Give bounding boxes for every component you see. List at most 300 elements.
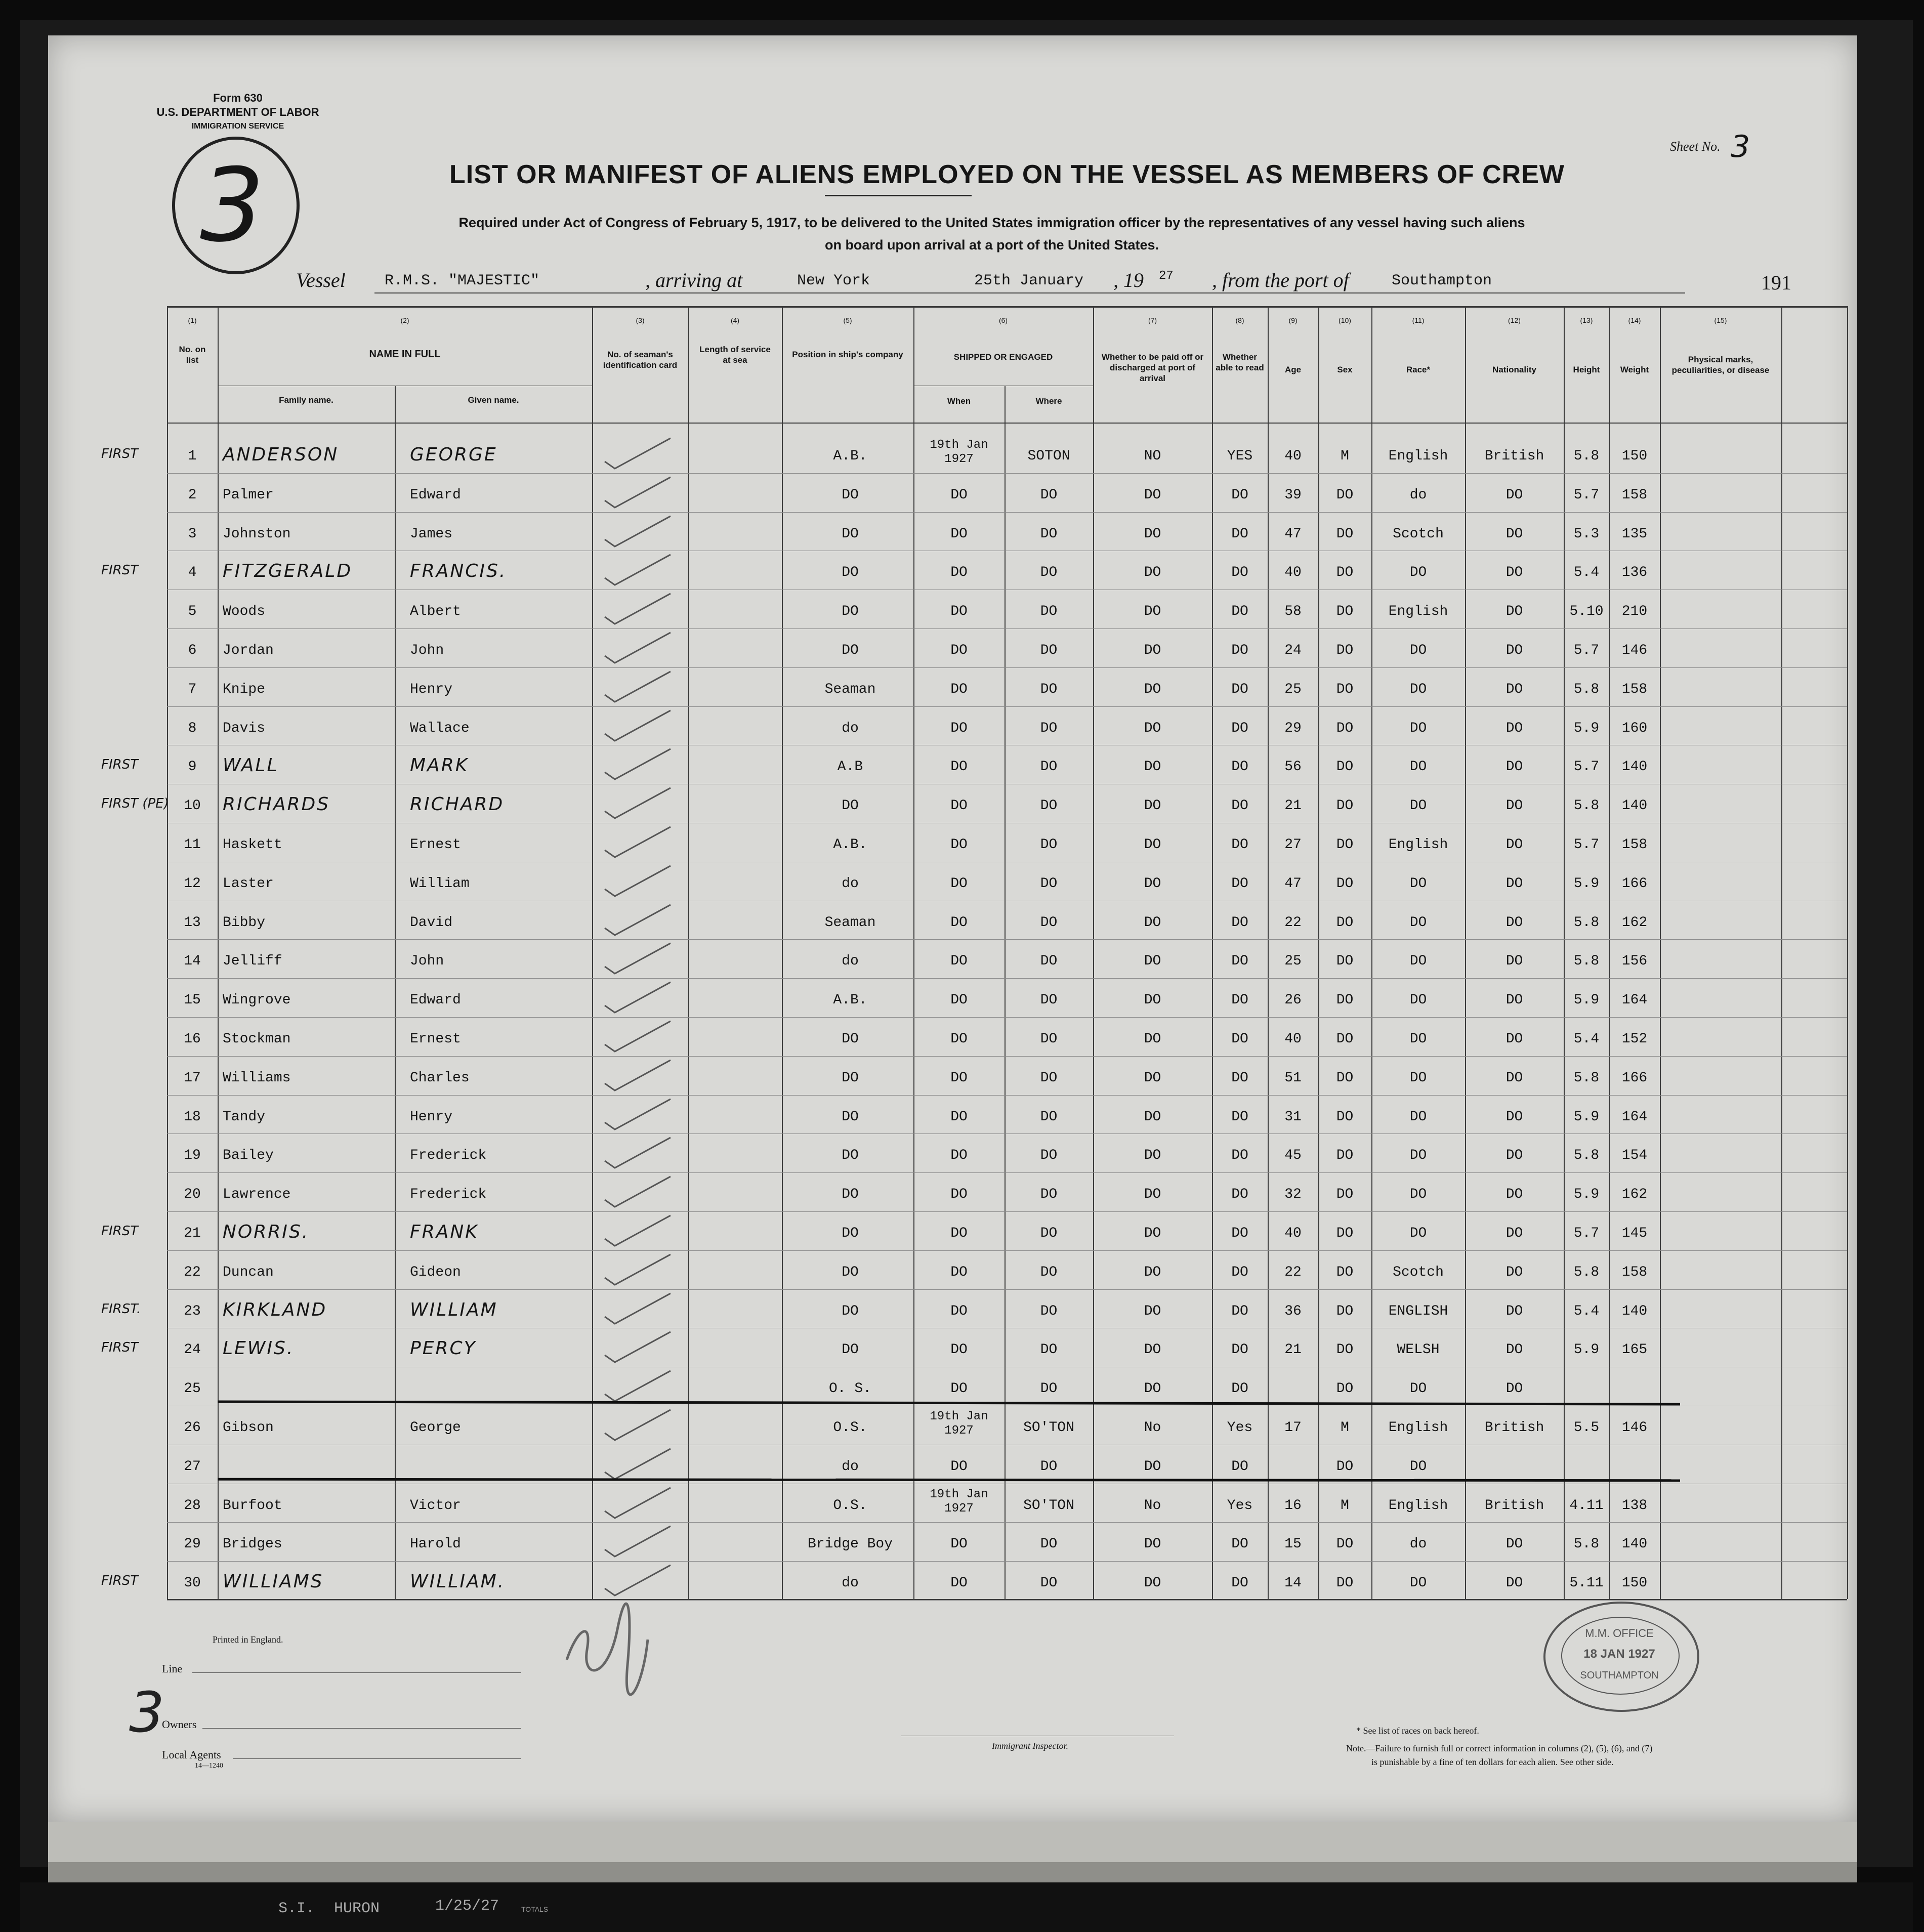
cell-position: DO bbox=[842, 565, 859, 581]
cell-paid: DO bbox=[1144, 643, 1161, 658]
cell-sex: DO bbox=[1336, 914, 1354, 931]
cell-position: DO bbox=[842, 1264, 859, 1280]
cell-nat: DO bbox=[1505, 1031, 1523, 1047]
cell-height: 5.7 bbox=[1573, 643, 1600, 658]
cell-age: 21 bbox=[1284, 798, 1302, 814]
cell-race: English bbox=[1388, 1420, 1448, 1436]
row-rule bbox=[167, 1211, 1847, 1212]
stamp-date: 18 JAN 1927 bbox=[1583, 1647, 1655, 1661]
cell-read: Yes bbox=[1227, 1497, 1253, 1514]
cell-height: 5.9 bbox=[1573, 875, 1600, 892]
cell-no: 3 bbox=[188, 526, 197, 542]
cell-nat: DO bbox=[1505, 953, 1523, 970]
cell-position: DO bbox=[842, 487, 859, 503]
cell-where: DO bbox=[1040, 1303, 1058, 1319]
cell-position: Bridge Boy bbox=[807, 1536, 893, 1552]
col-6-where-head: Where bbox=[1035, 396, 1062, 406]
cell-where: DO bbox=[1040, 1148, 1058, 1164]
row-rule bbox=[167, 978, 1847, 979]
cell-sex: DO bbox=[1336, 1575, 1354, 1591]
cell-no: 9 bbox=[188, 759, 197, 775]
column-rule bbox=[395, 386, 396, 1599]
column-rule bbox=[167, 306, 168, 1599]
cell-height: 5.10 bbox=[1569, 604, 1604, 620]
inspector-signature bbox=[557, 1599, 658, 1700]
col-3-num: (3) bbox=[636, 316, 645, 324]
cell-weight: 158 bbox=[1621, 681, 1648, 697]
cell-given: Harold bbox=[410, 1536, 461, 1552]
cell-paid: DO bbox=[1144, 487, 1161, 503]
cell-read: DO bbox=[1231, 1070, 1248, 1086]
cell-age: 15 bbox=[1284, 1536, 1302, 1552]
cell-weight: 152 bbox=[1621, 1031, 1648, 1047]
cell-no: 14 bbox=[184, 953, 201, 970]
cell-weight: 162 bbox=[1621, 1187, 1648, 1203]
id-card-check bbox=[600, 707, 676, 746]
strip-inspector: S.I. bbox=[278, 1900, 315, 1917]
form-code: 14—1240 bbox=[195, 1762, 223, 1770]
cell-nat: DO bbox=[1505, 798, 1523, 814]
cell-height: 5.7 bbox=[1573, 759, 1600, 775]
cell-age: 39 bbox=[1284, 487, 1302, 503]
cell-family: Haskett bbox=[223, 837, 282, 853]
cell-nat: DO bbox=[1505, 875, 1523, 892]
cell-where: DO bbox=[1040, 914, 1058, 931]
cell-position: do bbox=[842, 875, 859, 892]
cell-position: O.S. bbox=[833, 1420, 867, 1436]
cell-given: David bbox=[410, 914, 453, 931]
row-rule bbox=[167, 512, 1847, 513]
cell-no: 4 bbox=[188, 565, 197, 581]
arriving-label: , arriving at bbox=[645, 269, 743, 291]
cell-height: 5.8 bbox=[1573, 953, 1600, 970]
cell-when: DO bbox=[950, 759, 968, 775]
cell-weight: 140 bbox=[1621, 759, 1648, 775]
cell-no: 16 bbox=[184, 1031, 201, 1047]
cell-read: DO bbox=[1231, 875, 1248, 892]
column-rule bbox=[1268, 306, 1269, 1599]
cell-race: DO bbox=[1409, 953, 1427, 970]
col-7-num: (7) bbox=[1148, 316, 1157, 324]
cell-paid: DO bbox=[1144, 1109, 1161, 1125]
id-card-check bbox=[600, 1407, 676, 1445]
col-12-head: Nationality bbox=[1492, 365, 1536, 374]
cell-position: DO bbox=[842, 1342, 859, 1358]
cell-position: DO bbox=[842, 643, 859, 658]
cell-paid: DO bbox=[1144, 565, 1161, 581]
id-card-check bbox=[600, 1485, 676, 1523]
cell-paid: DO bbox=[1144, 1187, 1161, 1203]
cell-no: 27 bbox=[184, 1458, 201, 1475]
row-rule bbox=[167, 1250, 1847, 1251]
cell-when: DO bbox=[950, 798, 968, 814]
cell-position: do bbox=[842, 1458, 859, 1475]
cell-paid: DO bbox=[1144, 914, 1161, 931]
cell-where: DO bbox=[1040, 875, 1058, 892]
cell-where: DO bbox=[1040, 720, 1058, 736]
cell-when: 19th Jan 1927 bbox=[930, 438, 988, 466]
row-rule bbox=[167, 473, 1847, 474]
cell-when: DO bbox=[950, 526, 968, 542]
cell-weight: 210 bbox=[1621, 604, 1648, 620]
vessel-name: R.M.S. "MAJESTIC" bbox=[385, 272, 540, 289]
cell-given: Edward bbox=[410, 487, 461, 503]
voyage-underline bbox=[374, 292, 1685, 293]
cell-nat: DO bbox=[1505, 1148, 1523, 1164]
cell-paid: DO bbox=[1144, 1381, 1161, 1397]
id-card-check bbox=[600, 591, 676, 629]
cell-no: 22 bbox=[184, 1264, 201, 1280]
cell-paid: DO bbox=[1144, 604, 1161, 620]
cell-weight: 165 bbox=[1621, 1342, 1648, 1358]
cell-read: DO bbox=[1231, 992, 1248, 1009]
cell-family: Knipe bbox=[223, 681, 266, 697]
cell-read: DO bbox=[1231, 1187, 1248, 1203]
cell-where: DO bbox=[1040, 1070, 1058, 1086]
cell-family: Tandy bbox=[223, 1109, 266, 1125]
subtitle-line-2: on board upon arrival at a port of the United States. bbox=[824, 237, 1159, 253]
cell-position: DO bbox=[842, 1109, 859, 1125]
cell-where: DO bbox=[1040, 1031, 1058, 1047]
cell-given: George bbox=[410, 1420, 461, 1436]
col-7-head: Whether to be paid off or discharged at port of arrival bbox=[1101, 352, 1204, 383]
cell-height: 5.8 bbox=[1573, 1264, 1600, 1280]
owners-rule bbox=[202, 1728, 521, 1729]
col-8-head: Whether able to read bbox=[1216, 352, 1264, 372]
id-card-check bbox=[600, 1290, 676, 1329]
cell-when: DO bbox=[950, 487, 968, 503]
cell-height: 5.9 bbox=[1573, 1109, 1600, 1125]
subtitle-line-1: Required under Act of Congress of February 5, 1917, to be delivered to the United States immigration officer by the representatives of any vessel having such aliens bbox=[458, 215, 1525, 230]
agents-rule bbox=[233, 1758, 521, 1759]
cell-age: 25 bbox=[1284, 681, 1302, 697]
cell-where: SO'TON bbox=[1023, 1420, 1074, 1436]
form-department: U.S. DEPARTMENT OF LABOR bbox=[156, 106, 319, 118]
cell-read: DO bbox=[1231, 1109, 1248, 1125]
cell-where: DO bbox=[1040, 1575, 1058, 1591]
cell-given: WILLIAM. bbox=[410, 1571, 506, 1592]
cell-sex: DO bbox=[1336, 487, 1354, 503]
cell-race: do bbox=[1409, 1536, 1427, 1552]
cell-race: DO bbox=[1409, 1381, 1427, 1397]
cell-sex: DO bbox=[1336, 759, 1354, 775]
column-rule bbox=[1847, 306, 1848, 1599]
cell-race: WELSH bbox=[1397, 1342, 1440, 1358]
circled-number: 3 bbox=[200, 147, 265, 265]
row-rule bbox=[167, 1172, 1847, 1173]
cell-nat: DO bbox=[1505, 1381, 1523, 1397]
arrival-date: 25th January bbox=[974, 272, 1084, 289]
cell-sex: DO bbox=[1336, 953, 1354, 970]
row-rule bbox=[167, 628, 1847, 629]
cell-sex: DO bbox=[1336, 1148, 1354, 1164]
cell-sex: DO bbox=[1336, 1187, 1354, 1203]
cell-race: English bbox=[1388, 448, 1448, 464]
cell-paid: DO bbox=[1144, 1031, 1161, 1047]
cell-given: John bbox=[410, 643, 444, 658]
cell-position: A.B. bbox=[833, 448, 867, 464]
row-margin-note: FIRST bbox=[101, 757, 139, 773]
cell-read: DO bbox=[1231, 759, 1248, 775]
row-margin-note: FIRST bbox=[101, 563, 139, 578]
cell-paid: DO bbox=[1144, 1148, 1161, 1164]
cell-weight: 145 bbox=[1621, 1226, 1648, 1241]
table-header-bottom bbox=[167, 423, 1847, 424]
cell-nat: DO bbox=[1505, 1264, 1523, 1280]
cell-height: 5.7 bbox=[1573, 837, 1600, 853]
form-service: IMMIGRATION SERVICE bbox=[191, 122, 284, 131]
cell-weight: 154 bbox=[1621, 1148, 1648, 1164]
cell-given: RICHARD bbox=[410, 794, 505, 815]
local-agents-label: Local Agents bbox=[162, 1748, 221, 1761]
cell-height: 5.5 bbox=[1573, 1420, 1600, 1436]
race-note: * See list of races on back hereof. bbox=[1356, 1726, 1479, 1736]
column-rule bbox=[913, 306, 914, 1599]
cell-when: DO bbox=[950, 953, 968, 970]
cell-read: DO bbox=[1231, 1303, 1248, 1319]
cell-read: DO bbox=[1231, 526, 1248, 542]
cell-paid: DO bbox=[1144, 1303, 1161, 1319]
cell-read: DO bbox=[1231, 1381, 1248, 1397]
id-card-check bbox=[600, 435, 676, 474]
cell-race: DO bbox=[1409, 1187, 1427, 1203]
cell-when: DO bbox=[950, 1264, 968, 1280]
strip-ship: HURON bbox=[334, 1900, 380, 1917]
cell-read: DO bbox=[1231, 1148, 1248, 1164]
col-11-head: Race* bbox=[1406, 365, 1431, 374]
cell-age: 17 bbox=[1284, 1420, 1302, 1436]
cell-nat: British bbox=[1484, 1420, 1544, 1436]
cell-race: English bbox=[1388, 604, 1448, 620]
cell-family: Stockman bbox=[223, 1031, 291, 1047]
cell-age: 32 bbox=[1284, 1187, 1302, 1203]
fine-note-2: is punishable by a fine of ten dollars for each alien. See other side. bbox=[1371, 1757, 1614, 1767]
cell-age: 27 bbox=[1284, 837, 1302, 853]
cell-when: DO bbox=[950, 1458, 968, 1475]
col-6-head: SHIPPED OR ENGAGED bbox=[953, 352, 1053, 362]
cell-race: DO bbox=[1409, 875, 1427, 892]
cell-when: DO bbox=[950, 914, 968, 931]
cell-paid: DO bbox=[1144, 953, 1161, 970]
cell-given: Gideon bbox=[410, 1264, 461, 1280]
col-14-head: Weight bbox=[1620, 365, 1649, 374]
cell-when: DO bbox=[950, 1187, 968, 1203]
cell-position: A.B. bbox=[833, 992, 867, 1009]
cell-where: DO bbox=[1040, 1536, 1058, 1552]
cell-when: DO bbox=[950, 604, 968, 620]
cell-position: DO bbox=[842, 604, 859, 620]
cell-read: DO bbox=[1231, 798, 1248, 814]
cell-weight: 146 bbox=[1621, 1420, 1648, 1436]
cell-position: O.S. bbox=[833, 1497, 867, 1514]
stamp-bottom-text: SOUTHAMPTON bbox=[1580, 1670, 1659, 1681]
page-edge-dark bbox=[48, 1862, 1857, 1882]
id-card-check bbox=[600, 1523, 676, 1562]
cell-sex: DO bbox=[1336, 875, 1354, 892]
col-10-num: (10) bbox=[1339, 316, 1351, 324]
fine-note-1: Note.—Failure to furnish full or correct information in columns (2), (5), (6), and (7) bbox=[1346, 1743, 1653, 1753]
cell-where: DO bbox=[1040, 643, 1058, 658]
cell-given: William bbox=[410, 875, 470, 892]
cell-family: Jelliff bbox=[223, 953, 282, 970]
cell-position: DO bbox=[842, 526, 859, 542]
col-13-head: Height bbox=[1573, 365, 1600, 374]
cell-height: 5.8 bbox=[1573, 914, 1600, 931]
cell-nat: DO bbox=[1505, 604, 1523, 620]
cell-read: DO bbox=[1231, 1264, 1248, 1280]
id-card-check bbox=[600, 1096, 676, 1135]
cell-race: DO bbox=[1409, 914, 1427, 931]
cell-nat: DO bbox=[1505, 992, 1523, 1009]
cell-position: DO bbox=[842, 1148, 859, 1164]
cell-where: DO bbox=[1040, 953, 1058, 970]
cell-race: DO bbox=[1409, 1109, 1427, 1125]
cell-family: Duncan bbox=[223, 1264, 274, 1280]
cell-position: O. S. bbox=[828, 1381, 871, 1397]
cell-race: DO bbox=[1409, 798, 1427, 814]
cell-given: Edward bbox=[410, 992, 461, 1009]
cell-when: DO bbox=[950, 1575, 968, 1591]
cell-when: DO bbox=[950, 720, 968, 736]
cell-read: DO bbox=[1231, 1342, 1248, 1358]
id-card-check bbox=[600, 1173, 676, 1212]
cell-when: DO bbox=[950, 1070, 968, 1086]
cell-height: 5.9 bbox=[1573, 1342, 1600, 1358]
cell-no: 20 bbox=[184, 1187, 201, 1203]
cell-given: Albert bbox=[410, 604, 461, 620]
cell-race: English bbox=[1388, 1497, 1448, 1514]
id-card-check bbox=[600, 746, 676, 784]
sheet-number: 3 bbox=[1731, 129, 1750, 164]
cell-sex: DO bbox=[1336, 992, 1354, 1009]
cell-height: 5.4 bbox=[1573, 1031, 1600, 1047]
cell-read: DO bbox=[1231, 681, 1248, 697]
cell-where: DO bbox=[1040, 565, 1058, 581]
cell-sex: DO bbox=[1336, 1381, 1354, 1397]
cell-height: 5.8 bbox=[1573, 1148, 1600, 1164]
cell-no: 19 bbox=[184, 1148, 201, 1164]
cell-race: Scotch bbox=[1393, 526, 1444, 542]
cell-family: FITZGERALD bbox=[223, 561, 353, 582]
cell-read: DO bbox=[1231, 1031, 1248, 1047]
cell-position: Seaman bbox=[824, 914, 876, 931]
cell-race: DO bbox=[1409, 1458, 1427, 1475]
cell-no: 7 bbox=[188, 681, 197, 697]
cell-race: DO bbox=[1409, 1148, 1427, 1164]
cell-no: 24 bbox=[184, 1342, 201, 1358]
cell-position: DO bbox=[842, 1031, 859, 1047]
cell-no: 2 bbox=[188, 487, 197, 503]
cell-paid: DO bbox=[1144, 681, 1161, 697]
cell-when: 19th Jan 1927 bbox=[930, 1487, 988, 1516]
form-header bbox=[152, 91, 324, 134]
col-12-num: (12) bbox=[1508, 316, 1521, 324]
cell-family: Laster bbox=[223, 875, 274, 892]
row-rule bbox=[167, 1289, 1847, 1290]
cell-age: 22 bbox=[1284, 914, 1302, 931]
cell-age: 29 bbox=[1284, 720, 1302, 736]
cell-where: DO bbox=[1040, 759, 1058, 775]
cell-no: 21 bbox=[184, 1226, 201, 1241]
cell-height: 5.8 bbox=[1573, 798, 1600, 814]
cell-given: Victor bbox=[410, 1497, 461, 1514]
cell-where: DO bbox=[1040, 487, 1058, 503]
cell-age: 36 bbox=[1284, 1303, 1302, 1319]
cell-race: DO bbox=[1409, 759, 1427, 775]
cell-weight: 150 bbox=[1621, 448, 1648, 464]
cell-age: 26 bbox=[1284, 992, 1302, 1009]
cell-height: 4.11 bbox=[1569, 1497, 1604, 1514]
row-rule bbox=[167, 1095, 1847, 1096]
cell-paid: NO bbox=[1144, 448, 1161, 464]
cell-where: DO bbox=[1040, 1342, 1058, 1358]
owners-label: Owners bbox=[162, 1718, 197, 1731]
id-card-check bbox=[600, 1251, 676, 1290]
port-label: , from the port of bbox=[1212, 269, 1349, 291]
cell-where: DO bbox=[1040, 837, 1058, 853]
cell-no: 23 bbox=[184, 1303, 201, 1319]
row-rule bbox=[167, 1056, 1847, 1057]
cell-family: NORRIS. bbox=[223, 1222, 310, 1242]
vessel-label: Vessel bbox=[296, 269, 346, 291]
cell-age: 22 bbox=[1284, 1264, 1302, 1280]
cell-no: 1 bbox=[188, 448, 197, 464]
row-rule bbox=[167, 1600, 1847, 1601]
cell-sex: DO bbox=[1336, 1264, 1354, 1280]
cell-no: 10 bbox=[184, 798, 201, 814]
cell-height: 5.8 bbox=[1573, 681, 1600, 697]
cell-weight: 136 bbox=[1621, 565, 1648, 581]
cell-weight: 140 bbox=[1621, 1536, 1648, 1552]
col-6-num: (6) bbox=[998, 316, 1008, 324]
id-card-check bbox=[600, 1329, 676, 1367]
col-5-head: Position in ship's company bbox=[792, 350, 903, 359]
cell-nat: DO bbox=[1505, 487, 1523, 503]
cell-where: DO bbox=[1040, 1187, 1058, 1203]
cell-sex: M bbox=[1341, 1420, 1349, 1436]
cell-when: DO bbox=[950, 1148, 968, 1164]
cell-given: Henry bbox=[410, 1109, 453, 1125]
id-card-check bbox=[600, 979, 676, 1018]
manifest-subtitle bbox=[314, 212, 1670, 256]
cell-no: 15 bbox=[184, 992, 201, 1009]
cell-when: DO bbox=[950, 565, 968, 581]
row-margin-note: FIRST (PE) bbox=[101, 796, 169, 812]
cell-age: 31 bbox=[1284, 1109, 1302, 1125]
cell-weight: 135 bbox=[1621, 526, 1648, 542]
cell-no: 18 bbox=[184, 1109, 201, 1125]
cell-given: PERCY bbox=[410, 1338, 477, 1359]
cell-no: 17 bbox=[184, 1070, 201, 1086]
cell-read: DO bbox=[1231, 604, 1248, 620]
cell-read: DO bbox=[1231, 1536, 1248, 1552]
cell-given: MARK bbox=[410, 755, 469, 776]
cell-where: DO bbox=[1040, 526, 1058, 542]
cell-given: Henry bbox=[410, 681, 453, 697]
col-11-num: (11) bbox=[1412, 316, 1425, 324]
cell-nat: DO bbox=[1505, 1342, 1523, 1358]
cell-weight: 138 bbox=[1621, 1497, 1648, 1514]
cell-when: 19th Jan 1927 bbox=[930, 1410, 988, 1438]
cell-paid: DO bbox=[1144, 526, 1161, 542]
cell-position: DO bbox=[842, 1070, 859, 1086]
id-card-check bbox=[600, 668, 676, 707]
cell-weight: 164 bbox=[1621, 1109, 1648, 1125]
cell-age: 40 bbox=[1284, 448, 1302, 464]
cell-height: 5.4 bbox=[1573, 1303, 1600, 1319]
cell-sex: DO bbox=[1336, 720, 1354, 736]
id-card-check bbox=[600, 940, 676, 979]
